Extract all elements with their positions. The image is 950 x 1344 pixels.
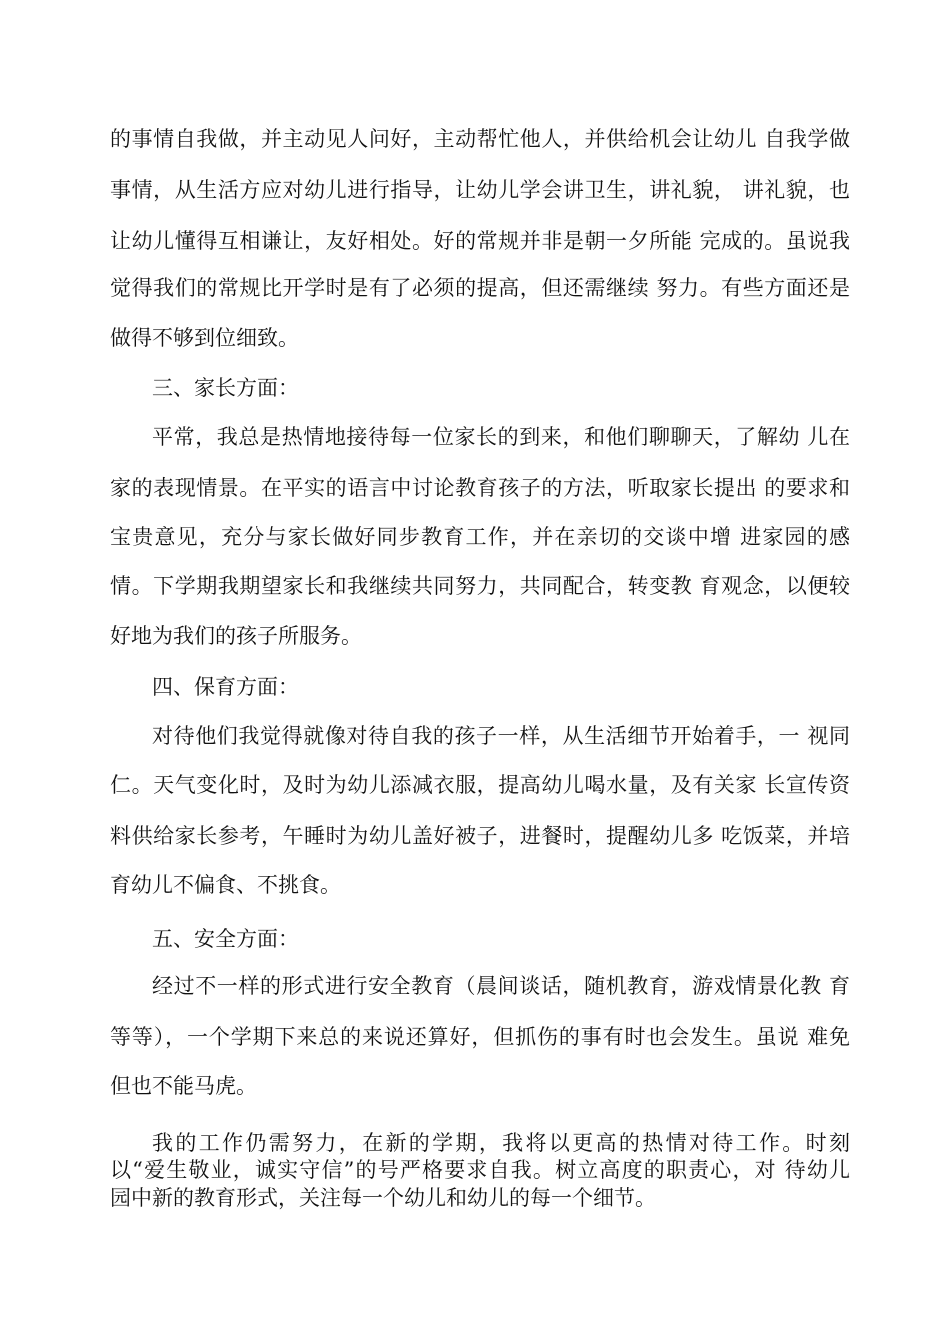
- paragraph-4-line-3: 但也不能马虎。: [110, 1074, 257, 1098]
- paragraph-2-line-2: 家的表现情景。在平实的语言中讨论教育孩子的方法，听取家长提出 的要求和: [110, 476, 850, 500]
- paragraph-4-line-2: 等等），一个学期下来总的来说还算好，但抓伤的事有时也会发生。虽说 难免: [110, 1025, 850, 1049]
- paragraph-2-line-5: 好地为我们的孩子所服务。: [110, 624, 362, 648]
- paragraph-1-line-5: 做得不够到位细致。: [110, 326, 299, 350]
- paragraph-5-line-1: 我的工作仍需努力，在新的学期，我将以更高的热情对待工作。时刻: [152, 1131, 850, 1155]
- paragraph-2-line-3: 宝贵意见，充分与家长做好同步教育工作，并在亲切的交谈中增 进家园的感: [110, 525, 850, 549]
- paragraph-3-line-1: 对待他们我觉得就像对待自我的孩子一样，从生活细节开始着手，一 视同: [152, 724, 850, 748]
- paragraph-3-line-4: 育幼儿不偏食、不挑食。: [110, 873, 341, 897]
- paragraph-3-line-2: 仁。天气变化时，及时为幼儿添减衣服，提高幼儿喝水量，及有关家 长宣传资: [110, 773, 850, 797]
- paragraph-2-line-4: 情。下学期我期望家长和我继续共同努力，共同配合，转变教 育观念，以便较: [110, 574, 850, 598]
- paragraph-1-line-4: 觉得我们的常规比开学时是有了必须的提高，但还需继续 努力。有些方面还是: [110, 276, 850, 300]
- paragraph-5-line-3: 园中新的教育形式，关注每一个幼儿和幼儿的每一个细节。: [110, 1186, 656, 1210]
- section-heading-parents: 三、家长方面：: [152, 376, 299, 400]
- paragraph-1-line-2: 事情，从生活方应对幼儿进行指导，让幼儿学会讲卫生，讲礼貌， 讲礼貌，也: [110, 178, 850, 202]
- paragraph-1-line-1: 的事情自我做，并主动见人问好，主动帮忙他人，并供给机会让幼儿 自我学做: [110, 127, 850, 151]
- paragraph-5-line-2: 以“爱生敬业，诚实守信”的号严格要求自我。树立高度的职责心，对 待幼儿: [110, 1158, 850, 1182]
- paragraph-1-line-3: 让幼儿懂得互相谦让，友好相处。好的常规并非是朝一夕所能 完成的。虽说我: [110, 229, 850, 253]
- paragraph-3-line-3: 料供给家长参考，午睡时为幼儿盖好被子，进餐时，提醒幼儿多 吃饭菜，并培: [110, 824, 850, 848]
- paragraph-4-line-1: 经过不一样的形式进行安全教育（晨间谈话，随机教育，游戏情景化教 育: [152, 974, 850, 998]
- section-heading-childcare: 四、保育方面：: [152, 675, 299, 699]
- section-heading-safety: 五、安全方面：: [152, 927, 299, 951]
- paragraph-2-line-1: 平常，我总是热情地接待每一位家长的到来，和他们聊聊天，了解幼 儿在: [152, 425, 850, 449]
